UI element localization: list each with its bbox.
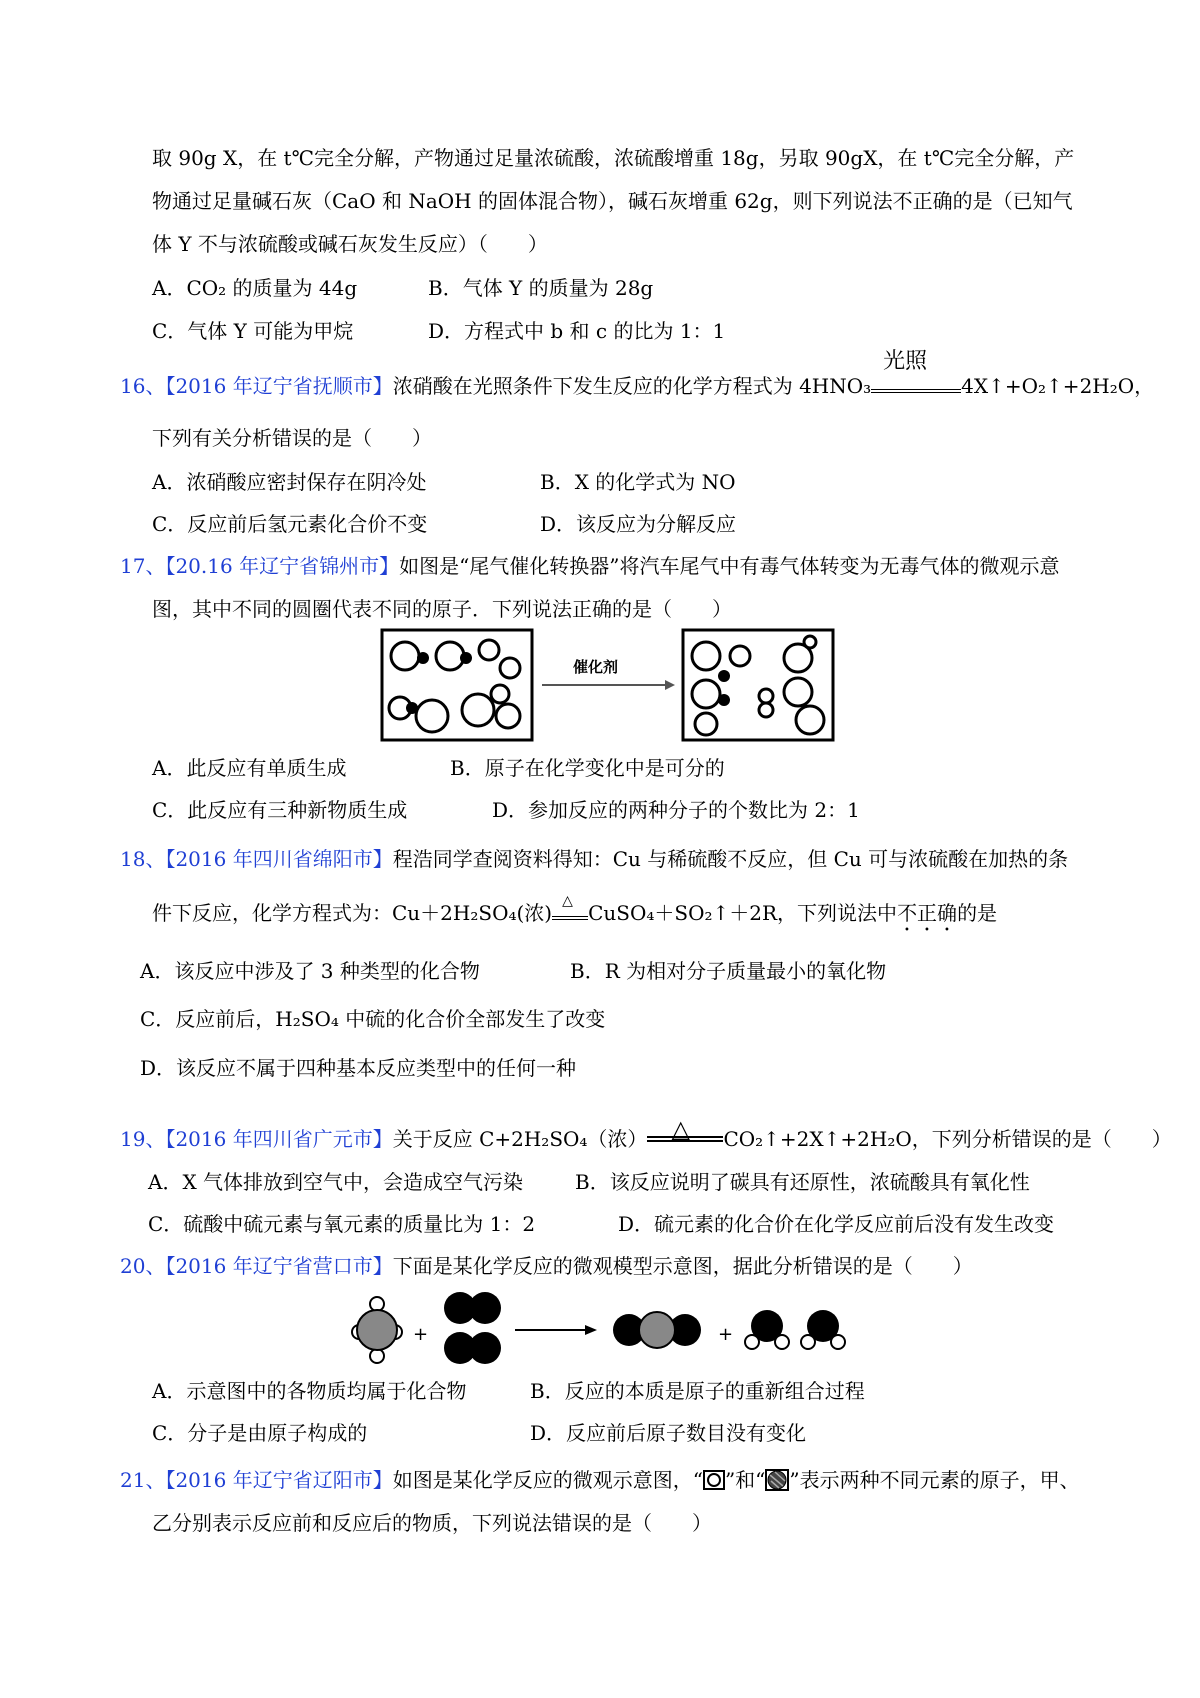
q21-source: 【2016 年辽宁省辽阳市】: [165, 1468, 393, 1492]
q18-number: 18、: [120, 847, 166, 871]
q18-option-d: D．该反应不属于四种基本反应类型中的任何一种: [140, 1056, 577, 1080]
atom-large: [692, 642, 720, 670]
q18-heat-symbol: △: [562, 893, 573, 909]
q16-condition-label: 光照: [883, 349, 928, 374]
q17-text: 如图是“尾气催化转换器”将汽车尾气中有毒气体转变为无毒气体的微观示意: [399, 554, 1060, 578]
atom-large: [416, 700, 448, 732]
atom-large: [695, 713, 717, 735]
q20-option-a: A．示意图中的各物质均属于化合物: [152, 1379, 467, 1403]
q17-number: 17、: [120, 554, 166, 578]
q19-option-c: C．硫酸中硫元素与氧元素的质量比为 1：2: [148, 1212, 536, 1236]
q21-text-a: 如图是某化学反应的微观示意图，“: [392, 1468, 703, 1492]
white-atom-icon: [703, 1470, 725, 1490]
q16-number: 16、: [120, 374, 166, 398]
q17-option-b: B．原子在化学变化中是可分的: [450, 756, 725, 780]
q16-equation-right: 4X↑+O₂↑+2H₂O，: [961, 374, 1155, 398]
q20-text: 下面是某化学反应的微观模型示意图，据此分析错误的是（ ）: [392, 1254, 973, 1278]
q18-option-a: A．该反应中涉及了 3 种类型的化合物: [140, 959, 480, 983]
atom-large: [491, 685, 509, 703]
hatched-atom-icon: [765, 1469, 789, 1491]
q20-option-c: C．分子是由原子构成的: [152, 1421, 368, 1445]
atom-black: [718, 670, 730, 682]
q16-stem-line1: [120, 349, 1155, 399]
q16-stem-line2: 下列有关分析错误的是（ ）: [152, 426, 432, 450]
q16-option-d: D．该反应为分解反应: [540, 512, 737, 536]
q15-option-b: B．气体 Y 的质量为 28g: [428, 276, 654, 300]
q16-option-c: C．反应前后氢元素化合价不变: [152, 512, 428, 536]
plus-sign-1: +: [413, 1324, 429, 1345]
arrow-head: [585, 1325, 597, 1335]
q17-stem-line2: 图，其中不同的圆圈代表不同的原子．下列说法正确的是（ ）: [152, 597, 732, 621]
q20-source: 【2016 年辽宁省营口市】: [165, 1254, 393, 1278]
q18-reaction-sign: [552, 893, 588, 920]
atom-large: [692, 680, 720, 708]
q19-equation-left: 关于反应 C+2H₂SO₄（浓）: [392, 1127, 648, 1151]
oxygen-molecules: [444, 1292, 501, 1364]
q18-end: 的是: [957, 901, 998, 925]
q15-option-a: A．CO₂ 的质量为 44g: [152, 276, 358, 300]
q19-equation-right: CO₂↑+2X↑+2H₂O，下列分析错误的是（ ）: [723, 1127, 1172, 1151]
atom-large: [462, 694, 494, 726]
q18-option-b: B．R 为相对分子质量最小的氧化物: [570, 959, 887, 983]
q15-option-d: D．方程式中 b 和 c 的比为 1：1: [428, 319, 726, 343]
q17-option-d: D．参加反应的两种分子的个数比为 2：1: [492, 798, 860, 822]
q16-option-b: B．X 的化学式为 NO: [540, 470, 736, 494]
q17-catalyst-label: 催化剂: [573, 658, 619, 676]
q19-source: 【2016 年四川省广元市】: [165, 1127, 393, 1151]
q20-stem-line1: [120, 1253, 973, 1279]
q20-number: 20、: [120, 1254, 166, 1278]
atom-large: [391, 642, 419, 670]
q16-reaction-arrow: [871, 349, 961, 393]
q20-option-d: D．反应前后原子数目没有变化: [530, 1421, 807, 1445]
plus-sign-2: +: [718, 1324, 734, 1345]
water-molecule-2: [801, 1310, 845, 1349]
q15-stem-line1: 取 90g X，在 t℃完全分解，产物通过足量浓硫酸，浓硫酸增重 18g，另取 90gX，在 t℃完全分解，产: [152, 146, 1075, 170]
atom-large: [496, 704, 520, 728]
atom-large: [796, 706, 824, 734]
q15-option-c: C．气体 Y 可能为甲烷: [152, 319, 354, 343]
q19-heat-symbol: △: [671, 1115, 690, 1143]
q15-stem-line2: 物通过足量碱石灰（CaO 和 NaOH 的固体混合物），碱石灰增重 62g，则下列说法不正确的是（已知气: [152, 189, 1073, 213]
q17-diagram: [380, 628, 840, 744]
q16-equation-left: 浓硝酸在光照条件下发生反应的化学方程式为 4HNO₃: [392, 374, 872, 398]
atom-large: [500, 658, 520, 678]
atom-black: [460, 652, 472, 664]
q17-stem-line1: [120, 553, 1060, 579]
methane-molecule: [352, 1297, 402, 1363]
water-molecule-1: [745, 1310, 789, 1349]
q15-stem-line3: 体 Y 不与浓硫酸或碱石灰发生反应）（ ）: [152, 232, 548, 256]
q18-equation-left: 件下反应，化学方程式为：Cu＋2H₂SO₄(浓): [152, 901, 553, 925]
q19-option-b: B．该反应说明了碳具有还原性，浓硫酸具有氧化性: [575, 1170, 1030, 1194]
q18-stem-line1: [120, 846, 1068, 872]
q16-option-a: A．浓硝酸应密封保存在阴冷处: [152, 470, 427, 494]
atom-large: [730, 646, 750, 666]
carbon-dioxide-molecule: [613, 1312, 701, 1348]
atom-small: [759, 703, 773, 717]
q18-emphasis: 不正确: [897, 901, 958, 925]
q21-stem-line2: 乙分别表示反应前和反应后的物质，下列说法错误的是（ ）: [152, 1511, 712, 1535]
q19-number: 19、: [120, 1127, 166, 1151]
atom-black: [718, 694, 730, 706]
q17-source: 【20.16 年辽宁省锦州市】: [165, 554, 400, 578]
atom-large: [436, 642, 464, 670]
q19-stem-line1: [120, 1115, 1172, 1152]
q19-option-a: A．X 气体排放到空气中，会造成空气污染: [148, 1170, 524, 1194]
q17-option-a: A．此反应有单质生成: [152, 756, 347, 780]
atom-black: [406, 702, 418, 714]
q18-equation-right: CuSO₄＋SO₂↑＋2R，下列说法中: [588, 901, 898, 925]
q21-text-b: ”和“: [724, 1468, 766, 1492]
arrow-head: [665, 680, 675, 690]
atom-large: [784, 678, 812, 706]
q19-option-d: D．硫元素的化合价在化学反应前后没有发生改变: [618, 1212, 1055, 1236]
q20-option-b: B．反应的本质是原子的重新组合过程: [530, 1379, 865, 1403]
atom-large: [479, 640, 499, 660]
q16-equals-sign: [871, 389, 961, 393]
q21-stem-line1: [120, 1467, 1080, 1493]
q18-text: 程浩同学查阅资料得知：Cu 与稀硫酸不反应，但 Cu 可与浓硫酸在加热的条: [392, 847, 1069, 871]
q16-source: 【2016 年辽宁省抚顺市】: [165, 374, 393, 398]
atom-small: [759, 689, 773, 703]
q21-text-c: ”表示两种不同元素的原子，甲、: [789, 1468, 1080, 1492]
atom-black: [417, 652, 429, 664]
q18-equals-sign: [552, 916, 588, 920]
q21-number: 21、: [120, 1468, 166, 1492]
atom-large: [804, 636, 816, 648]
q18-stem-line2: [152, 893, 998, 936]
q17-option-c: C．此反应有三种新物质生成: [152, 798, 408, 822]
q20-diagram: [345, 1290, 865, 1370]
q18-option-c: C．反应前后，H₂SO₄ 中硫的化合价全部发生了改变: [140, 1007, 606, 1031]
q18-source: 【2016 年四川省绵阳市】: [165, 847, 393, 871]
